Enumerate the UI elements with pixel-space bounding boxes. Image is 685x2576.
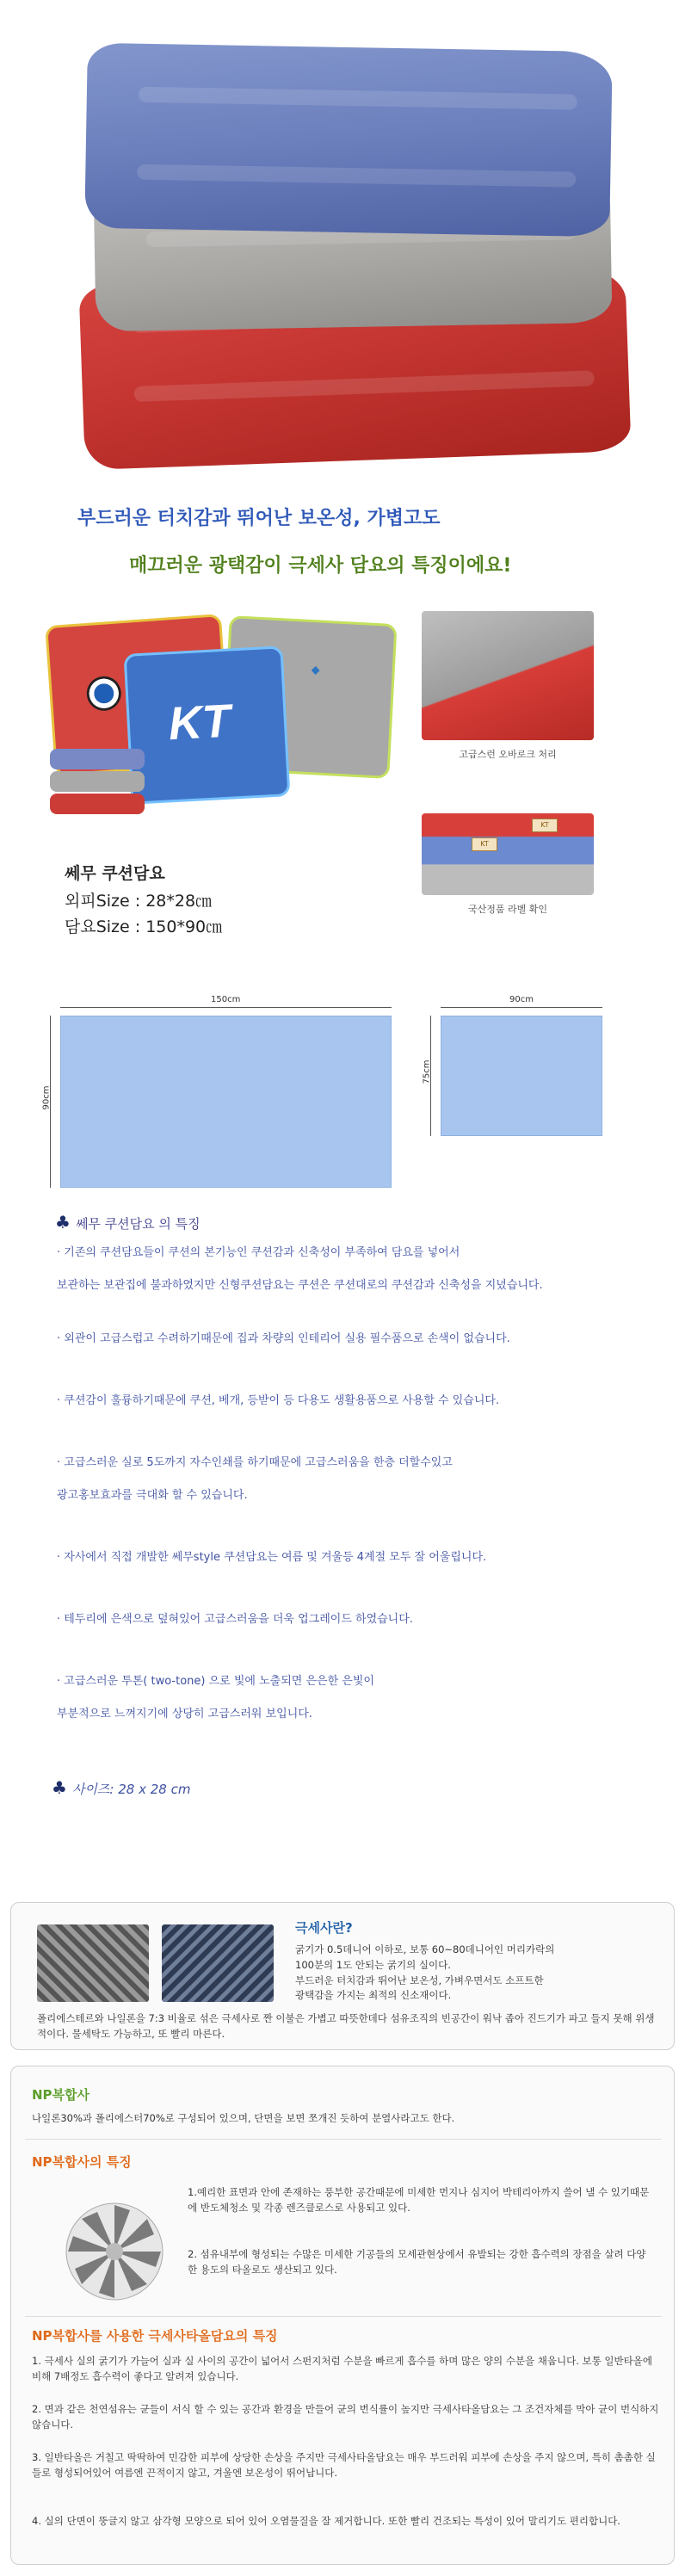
- features-title: ♣ 쎄무 쿠션담요 의 특징: [55, 1212, 201, 1232]
- microfiber-description: 굵기가 0.5데니어 이하로, 보통 60~80데니어인 머리카락의 100분의 1도 안되는 굵기의 실이다. 부드러운 터치감과 뛰어난 보온성, 가벼우면서도 소프트한 광택감을 가지는 최적의 신소재이다.: [295, 1943, 555, 2002]
- hero-blanket-image: [0, 0, 685, 482]
- np-fiber-cross-section-icon: [63, 2200, 166, 2303]
- feature-item: · 쿠션감이 훌륭하기때문에 쿠션, 베개, 등받이 등 다용도 생활용품으로 사용할 수 있습니다.: [57, 1394, 500, 1407]
- feature-item: · 고급스러운 투톤( two-tone) 으로 빛에 노출되면 은은한 은빛이: [57, 1675, 374, 1688]
- feature-item: · 외관이 고급스럽고 수려하기때문에 집과 차량의 인테리어 실용 필수품으로 손색이 없습니다.: [57, 1332, 510, 1345]
- np-towel-item: 3. 일반타올은 거칠고 딱딱하여 민감한 피부에 상당한 손상을 주지만 극세사타올담요는 매우 부드러워 피부에 손상을 주지 않으며, 특히 촘촘한 실들로 형성되어있어 여름엔 끈적이지 않고, 겨울엔 보온성이 뛰어납니다.: [32, 2451, 656, 2479]
- cushion-height-label: 75cm: [422, 1059, 432, 1084]
- cushion-width-line: [441, 1007, 602, 1008]
- blanket-width-line: [60, 1007, 392, 1008]
- microfiber-weave-image: [162, 1924, 274, 2002]
- feature-item: · 고급스러운 실로 5도까지 자수인쇄를 하기때문에 고급스러움을 한층 더할수있고: [57, 1456, 453, 1469]
- size-diagram-section: [0, 990, 685, 1196]
- feature-item: · 테두리에 은색으로 덮혀있어 고급스러움을 더욱 업그레이드 하였습니다.: [57, 1613, 413, 1626]
- blanket-size-spec: 담요Size : 150*90㎝: [65, 917, 223, 936]
- feature-item: 부분적으로 느껴지기에 상당히 고급스러워 보입니다.: [57, 1708, 312, 1720]
- overlock-caption: 고급스런 오바로크 처리: [459, 749, 557, 760]
- folded-blanket-stack: [50, 749, 145, 816]
- overlock-texture-image: [422, 611, 594, 740]
- blue-cushion-image: [124, 646, 291, 804]
- np-description: 나일론30%과 폴리에스터70%로 구성되어 있으며, 단면을 보면 쪼개진 듯하여 분열사라고도 한다.: [32, 2112, 455, 2124]
- microfiber-title: 극세사란?: [295, 1920, 353, 1936]
- np-heading: NP복합사: [32, 2087, 90, 2103]
- label-caption: 국산정품 라벨 확인: [467, 904, 547, 915]
- cushion-logo-icon: ◆: [311, 664, 321, 677]
- hero-slogan-1: 부드러운 터치감과 뛰어난 보온성, 가볍고도: [77, 508, 441, 529]
- label-image: [422, 813, 594, 895]
- label-tag: KT: [472, 837, 497, 851]
- features-section: [0, 1196, 685, 1816]
- np-feature-1: 1.예리한 표면과 안에 존재하는 풍부한 공간때문에 미세한 먼지나 심지어 박테리아까지 쓸어 낼 수 있기때문에 반도체청소 및 각종 렌즈클로스로 사용되고 있다.: [188, 2186, 650, 2214]
- np-towel-item: 4. 실의 단면이 뚱글지 않고 삼각형 모양으로 되어 있어 오염물질을 잘 제거합니다. 또한 빨리 건조되는 특성이 있어 말리기도 편리합니다.: [32, 2515, 620, 2527]
- cushion-size-rect: [441, 1016, 602, 1136]
- club-icon: ♣: [55, 1212, 71, 1232]
- label-tag: KT: [532, 819, 558, 832]
- np-features-heading: NP복합사의 특징: [32, 2154, 132, 2170]
- blanket-width-label: 150cm: [211, 995, 241, 1004]
- product-name: 쎄무 쿠션담요: [65, 864, 165, 883]
- club-icon: ♣: [52, 1777, 67, 1798]
- hero-slogan-2: 매끄러운 광택감이 극세사 담요의 특징이에요!: [129, 555, 512, 577]
- outer-size-spec: 외피Size : 28*28㎝: [65, 892, 213, 911]
- np-feature-2: 2. 섬유내부에 형성되는 수많은 미세한 기공들의 모세관현상에서 유발되는 강한 흡수력의 장점을 살려 다양한 용도의 타올로도 생산되고 있다.: [188, 2248, 646, 2276]
- np-composite-box: [10, 2066, 675, 2565]
- feature-size-line: ♣ 사이즈: 28 x 28 cm: [52, 1777, 191, 1798]
- np-towel-item: 2. 면과 같은 천연섬유는 균들이 서식 할 수 있는 공간과 환경을 만들어 균의 번식률이 높지만 극세사타올담요는 그 조건자체를 막아 균이 번식하지 않습니다.: [32, 2403, 659, 2431]
- product-section: [0, 602, 685, 936]
- microfiber-bottom-text: 폴리에스테르와 나일론을 7:3 비율로 섞은 극세사로 짠 이불은 가볍고 따뜻한데다 섬유조직의 빈공간이 워낙 좁아 진드기가 파고 들지 못해 위생적이다. 물세탁도 가능하고, 또 빨리 마른다.: [37, 2012, 655, 2040]
- kt-logo: KT: [167, 695, 232, 751]
- feature-item: · 기존의 쿠션담요들이 쿠션의 본기능인 쿠션감과 신축성이 부족하여 담요를 넣어서: [57, 1246, 460, 1259]
- car-emblem-icon: [85, 675, 122, 712]
- np-towel-item: 1. 극세사 실의 굵기가 가늘어 실과 실 사이의 공간이 넓어서 스펀지처럼 수분을 빠르게 흡수를 하며 많은 양의 수분을 채웁니다. 보통 일반타올에 비해 7배정도 흡수력이 좋다고 알려져 있습니다.: [32, 2355, 652, 2382]
- blanket-height-label: 90cm: [41, 1085, 52, 1110]
- feature-item: 보관하는 보관집에 불과하였지만 신형쿠션담요는 쿠션은 쿠션대로의 쿠션감과 신축성을 지녔습니다.: [57, 1279, 543, 1292]
- feature-item: · 자사에서 직접 개발한 쎄무style 쿠션담요는 여름 및 겨울등 4계절 모두 잘 어울립니다.: [57, 1551, 487, 1564]
- feature-item: 광고홍보효과를 극대화 할 수 있습니다.: [57, 1489, 248, 1502]
- microfiber-info-box: [10, 1902, 675, 2050]
- blue-blanket: [84, 43, 613, 238]
- microfiber-closeup-image: [37, 1924, 149, 2002]
- np-towel-heading: NP복합사를 사용한 극세사타올담요의 특징: [32, 2328, 278, 2344]
- blanket-size-rect: [60, 1016, 392, 1188]
- cushion-width-label: 90cm: [509, 995, 534, 1004]
